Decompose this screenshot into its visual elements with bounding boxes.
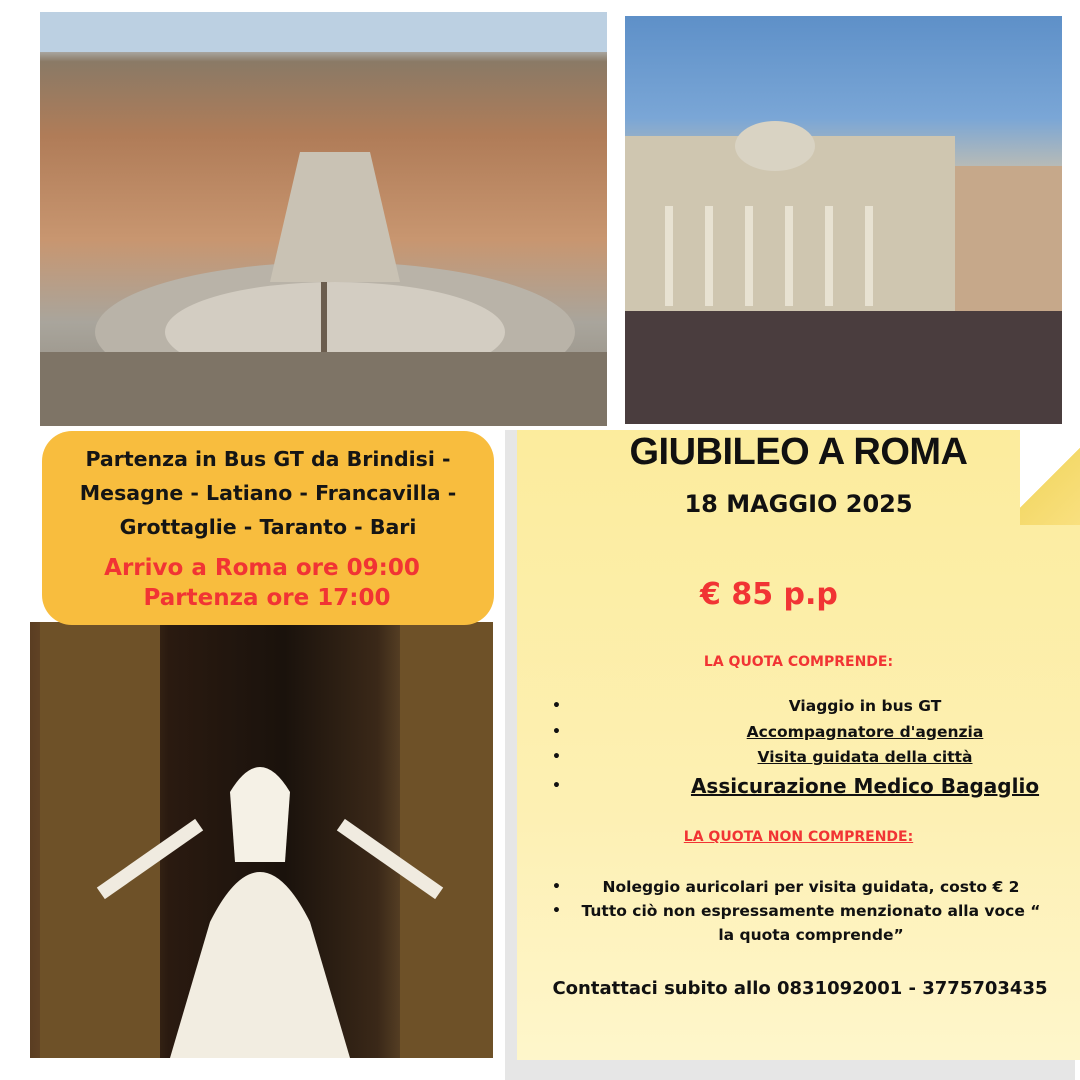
bullet-icon: •	[552, 777, 561, 794]
excludes-list	[540, 875, 1080, 947]
vatican-aerial-illustration	[40, 12, 607, 426]
event-price: € 85 p.p	[700, 577, 838, 612]
list-item: • Accompagnatore d'agenzia	[540, 720, 1080, 746]
list-item: • Noleggio auricolari per visita guidata, costo € 2	[540, 875, 1080, 899]
pope-holy-door-image	[30, 622, 493, 1058]
excludes-heading: LA QUOTA NON COMPRENDE:	[683, 829, 914, 845]
st-peters-basilica-image	[625, 16, 1062, 424]
list-item: • Tutto ciò non espressamente menzionato alla voce “ la quota comprende”	[540, 899, 1080, 947]
event-title: GIUBILEO A ROMA	[629, 431, 968, 473]
arrival-time: Arrivo a Roma ore 09:00	[104, 555, 420, 581]
bullet-icon: •	[552, 723, 561, 740]
departure-time: Partenza ore 17:00	[143, 585, 391, 611]
bullet-icon: •	[552, 903, 561, 919]
basilica-illustration	[625, 16, 1062, 424]
includes-heading: LA QUOTA COMPRENDE:	[703, 654, 894, 670]
bullet-icon: •	[552, 749, 561, 765]
bullet-icon: •	[552, 879, 561, 895]
list-item: • Assicurazione Medico Bagaglio	[540, 771, 1080, 801]
pope-illustration	[30, 622, 493, 1058]
includes-list	[540, 694, 1080, 801]
bullet-icon: •	[552, 698, 561, 714]
vatican-aerial-image	[40, 12, 607, 426]
schedule	[0, 553, 494, 613]
contact-info: Contattaci subito allo 0831092001 - 3775703435	[552, 978, 1048, 999]
list-item: • Viaggio in bus GT	[540, 694, 1080, 720]
event-date: 18 MAGGIO 2025	[684, 490, 913, 518]
list-item: • Visita guidata della città	[540, 745, 1080, 771]
departure-route: Partenza in Bus GT da Brindisi - Mesagne - Latiano - Francavilla - Grottaglie - Taranto - Bari	[79, 447, 457, 539]
